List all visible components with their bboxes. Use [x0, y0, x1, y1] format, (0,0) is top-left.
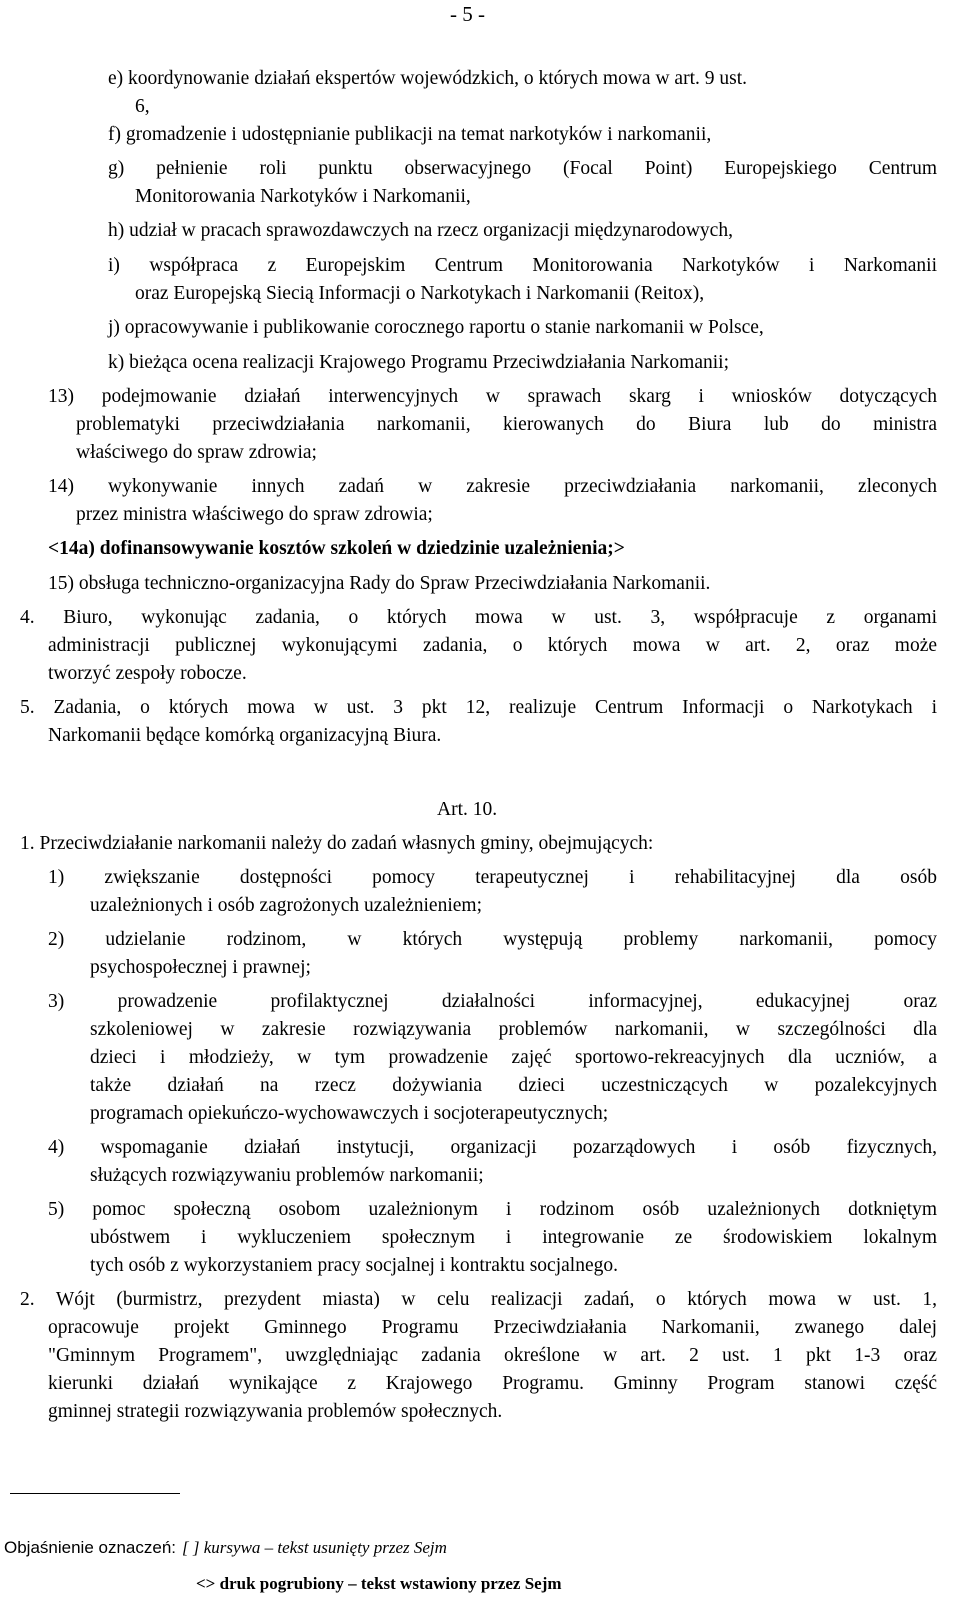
text-line: właściwego do spraw zdrowia; — [76, 442, 317, 463]
text-line: 2. Wójt (burmistrz, prezydent miasta) w celu realizacji zadań, o których mowa w ust. 1, — [20, 1289, 937, 1310]
text-line: uzależnionych i osób zagrożonych uzależnieniem; — [90, 895, 482, 916]
footnote-separator — [10, 1493, 180, 1494]
text-line: 5) pomoc społeczną osobom uzależnionym i rodzinom osób uzależnionych dotkniętym — [48, 1199, 937, 1220]
text-line: tych osób z wykorzystaniem pracy socjalnej i kontraktu socjalnego. — [90, 1255, 618, 1276]
text-line: i) współpraca z Europejskim Centrum Monitorowania Narkotyków i Narkomanii — [108, 255, 937, 276]
text-line: dzieci i młodzieży, w tym prowadzenie zajęć sportowo-rekreacyjnych dla uczniów, a — [90, 1047, 937, 1068]
text-line: opracowuje projekt Gminnego Programu Przeciwdziałania Narkomanii, zwanego dalej — [48, 1317, 937, 1338]
footnote-bold-legend: <> druk pogrubiony – tekst wstawiony przez Sejm — [196, 1574, 562, 1593]
text-line: Art. 10. — [437, 799, 498, 820]
text-line: 1) zwiększanie dostępności pomocy terapeutycznej i rehabilitacyjnej dla osób — [48, 867, 937, 888]
text-line: 5. Zadania, o których mowa w ust. 3 pkt 12, realizuje Centrum Informacji o Narkotykach i — [20, 697, 937, 718]
text-line: przez ministra właściwego do spraw zdrowia; — [76, 504, 433, 525]
text-line: j) opracowywanie i publikowanie corocznego raportu o stanie narkomanii w Polsce, — [108, 317, 764, 338]
text-line: oraz Europejską Siecią Informacji o Narkotykach i Narkomanii (Reitox), — [135, 283, 705, 304]
text-line: 4. Biuro, wykonując zadania, o których mowa w ust. 3, współpracuje z organami — [20, 607, 937, 628]
text-line: także działań na rzecz dożywiania dzieci uczestniczących w pozalekcyjnych — [90, 1075, 937, 1096]
text-line: gminnej strategii rozwiązywania problemów społecznych. — [48, 1401, 503, 1422]
text-line: 1. Przeciwdziałanie narkomanii należy do zadań własnych gminy, obejmujących: — [20, 833, 654, 854]
text-line: programach opiekuńczo-wychowawczych i socjoterapeutycznych; — [90, 1103, 609, 1124]
text-line: 13) podejmowanie działań interwencyjnych w sprawach skarg i wniosków dotyczących — [48, 386, 937, 407]
text-line: psychospołecznej i prawnej; — [90, 957, 311, 978]
text-line: f) gromadzenie i udostępnianie publikacji na temat narkotyków i narkomanii, — [108, 124, 712, 145]
text-line: e) koordynowanie działań ekspertów wojewódzkich, o których mowa w art. 9 ust. — [108, 68, 747, 89]
text-line: problematyki przeciwdziałania narkomanii, kierowanych do Biura lub do ministra — [76, 414, 937, 435]
text-line: 14) wykonywanie innych zadań w zakresie przeciwdziałania narkomanii, zleconych — [48, 476, 937, 497]
text-line: k) bieżąca ocena realizacji Krajowego Programu Przeciwdziałania Narkomanii; — [108, 352, 729, 373]
page-number: - 5 - — [450, 2, 485, 26]
footnote-label: Objaśnienie oznaczeń: — [4, 1538, 177, 1557]
text-line: "Gminnym Programem", uwzględniając zadania określone w art. 2 ust. 1 pkt 1-3 oraz — [48, 1345, 937, 1366]
text-line: szkoleniowej w zakresie rozwiązywania problemów narkomanii, w szczególności dla — [90, 1019, 937, 1040]
text-line: administracji publicznej wykonującymi zadania, o których mowa w art. 2, oraz może — [48, 635, 937, 656]
text-line: 2) udzielanie rodzinom, w których występują problemy narkomanii, pomocy — [48, 929, 937, 950]
text-line: 6, — [135, 96, 150, 117]
text-line: <14a) dofinansowywanie kosztów szkoleń w dziedzinie uzależnienia;> — [48, 538, 625, 559]
footnote-italic-legend: [ ] kursywa – tekst usunięty przez Sejm — [182, 1538, 447, 1557]
text-line: Monitorowania Narkotyków i Narkomanii, — [135, 186, 471, 207]
text-line: Narkomanii będące komórką organizacyjną Biura. — [48, 725, 442, 746]
text-line: g) pełnienie roli punktu obserwacyjnego (Focal Point) Europejskiego Centrum — [108, 158, 937, 179]
footnote-legend-1 — [4, 1538, 447, 1558]
text-line: służących rozwiązywaniu problemów narkomanii; — [90, 1165, 484, 1186]
text-line: tworzyć zespoły robocze. — [48, 663, 247, 684]
text-line: h) udział w pracach sprawozdawczych na rzecz organizacji międzynarodowych, — [108, 220, 733, 241]
text-line: 3) prowadzenie profilaktycznej działalności informacyjnej, edukacyjnej oraz — [48, 991, 937, 1012]
text-line: 4) wspomaganie działań instytucji, organizacji pozarządowych i osób fizycznych, — [48, 1137, 937, 1158]
text-line: kierunki działań wynikające z Krajowego Programu. Gminny Program stanowi część — [48, 1373, 937, 1394]
text-line: ubóstwem i wykluczeniem społecznym i integrowanie ze środowiskiem lokalnym — [90, 1227, 937, 1248]
text-line: 15) obsługa techniczno-organizacyjna Rady do Spraw Przeciwdziałania Narkomanii. — [48, 573, 711, 594]
